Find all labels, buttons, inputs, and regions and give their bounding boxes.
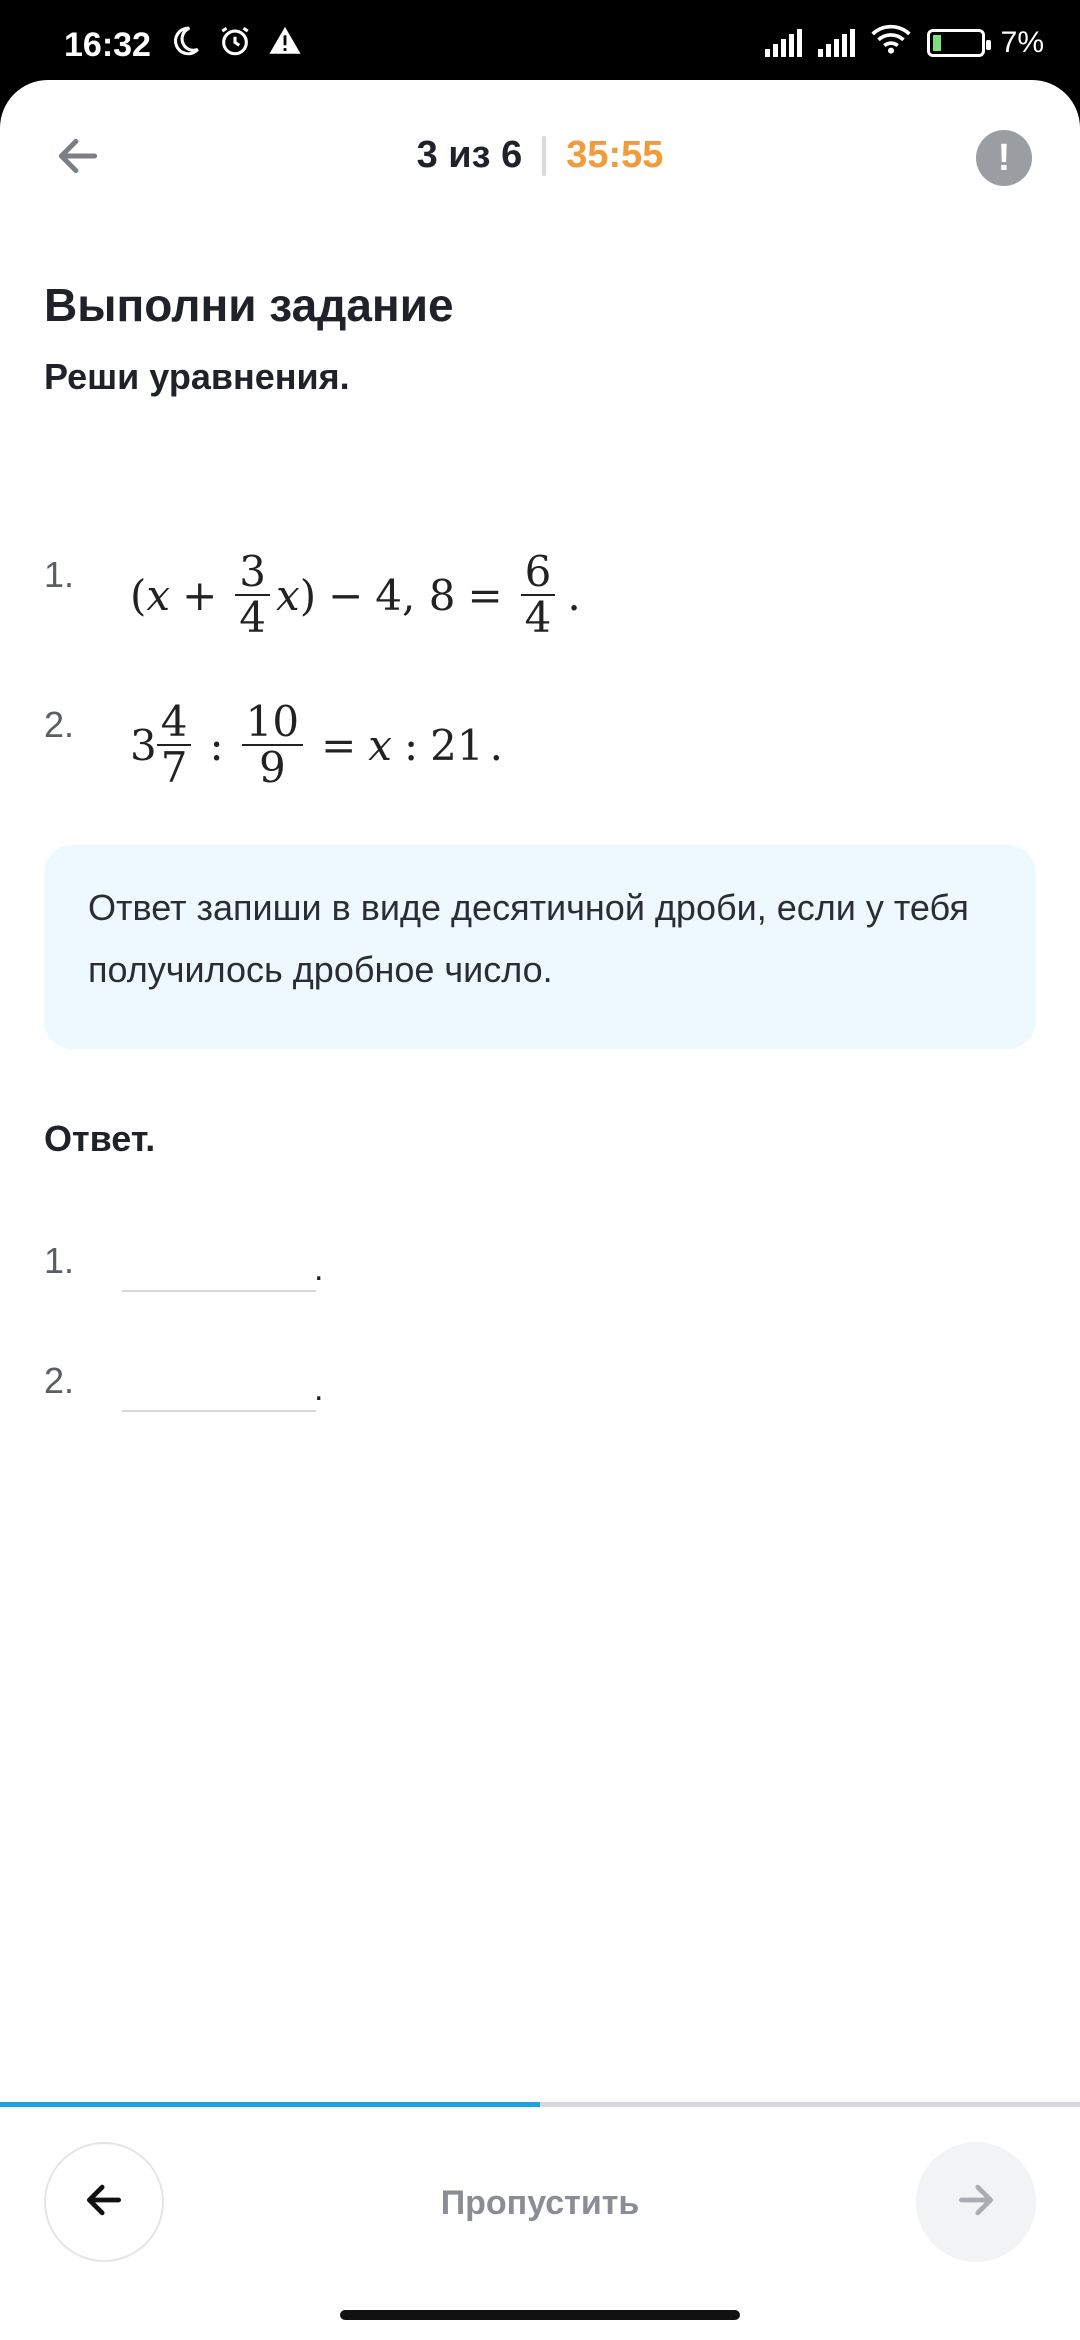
equation-expression: [130, 697, 503, 792]
next-button[interactable]: [916, 2142, 1036, 2262]
skip-button[interactable]: Пропустить: [440, 2184, 640, 2222]
math-variable: x: [276, 570, 300, 620]
math-fraction: [157, 697, 192, 792]
hint-box: [44, 845, 1036, 1049]
equation-2: [44, 697, 1044, 820]
exclamation-icon: !: [997, 136, 1011, 179]
fraction-numerator: 6: [521, 550, 556, 596]
header: [0, 80, 1080, 240]
equation-number: 1.: [44, 554, 75, 595]
answer-number: 2.: [44, 1360, 75, 1401]
answer-row-2: [44, 1360, 364, 1420]
signal-icon: [818, 29, 855, 57]
report-button[interactable]: [976, 130, 1032, 186]
status-icons-left: [168, 24, 302, 67]
moon-icon: [168, 24, 202, 67]
progress-bar: [0, 2102, 1080, 2107]
battery-charging-icon: [927, 29, 985, 57]
status-bar: [0, 0, 1080, 80]
math-operator: =: [467, 570, 503, 620]
answer-row-1: [44, 1240, 364, 1300]
answer-input-2[interactable]: [122, 1360, 316, 1412]
math-operator: =: [321, 720, 357, 770]
signal-icon: [765, 29, 802, 57]
math-token: .: [489, 720, 503, 770]
arrow-right-icon: [954, 2178, 998, 2227]
math-fraction: [242, 697, 303, 792]
math-fraction: [235, 547, 270, 642]
question-progress-text: 3 из 6: [416, 134, 523, 176]
home-indicator[interactable]: [340, 2310, 740, 2320]
math-operator: +: [182, 570, 218, 620]
progress-fill: [0, 2102, 540, 2107]
task-sheet: [0, 80, 1080, 2340]
equation-1: [44, 547, 1044, 670]
math-number: 4, 8: [375, 570, 456, 620]
answer-suffix: .: [314, 1370, 324, 1408]
math-token: ): [299, 570, 317, 620]
answer-number: 1.: [44, 1240, 75, 1281]
counter-divider: [542, 136, 546, 176]
hint-text: Ответ запиши в виде десятичной дроби, если у тебя получилось дробное число.: [88, 887, 969, 990]
warning-icon: [268, 24, 302, 67]
math-variable: x: [368, 720, 392, 770]
math-operator: :: [403, 720, 419, 770]
answer-title: Ответ.: [44, 1118, 156, 1159]
math-operator: :: [209, 720, 224, 770]
question-counter: [0, 134, 1080, 177]
math-token: .: [567, 570, 581, 620]
status-icons-right: [765, 24, 1044, 62]
task-subtitle: Реши уравнения.: [44, 356, 350, 397]
fraction-denominator: 7: [160, 743, 188, 792]
battery-percent: 7%: [1000, 26, 1044, 59]
math-variable: x: [146, 570, 171, 620]
fraction-denominator: 4: [239, 593, 267, 642]
math-operator: −: [328, 570, 364, 620]
math-token: (: [130, 570, 147, 620]
timer: 35:55: [566, 134, 664, 176]
math-fraction: [521, 547, 556, 642]
math-number: 21: [430, 720, 484, 770]
wifi-icon: [871, 24, 911, 62]
math-number: 3: [130, 720, 157, 770]
answer-input-1[interactable]: [122, 1240, 316, 1292]
answer-suffix: .: [314, 1250, 324, 1288]
equation-number: 2.: [44, 704, 75, 745]
status-time: 16:32: [64, 26, 151, 64]
fraction-denominator: 9: [258, 743, 286, 792]
equation-expression: [130, 547, 581, 642]
fraction-numerator: 10: [242, 700, 303, 746]
fraction-denominator: 4: [524, 593, 552, 642]
task-title: Выполни задание: [44, 279, 454, 331]
fraction-numerator: 3: [235, 550, 270, 596]
fraction-numerator: 4: [157, 700, 192, 746]
alarm-icon: [218, 24, 252, 67]
